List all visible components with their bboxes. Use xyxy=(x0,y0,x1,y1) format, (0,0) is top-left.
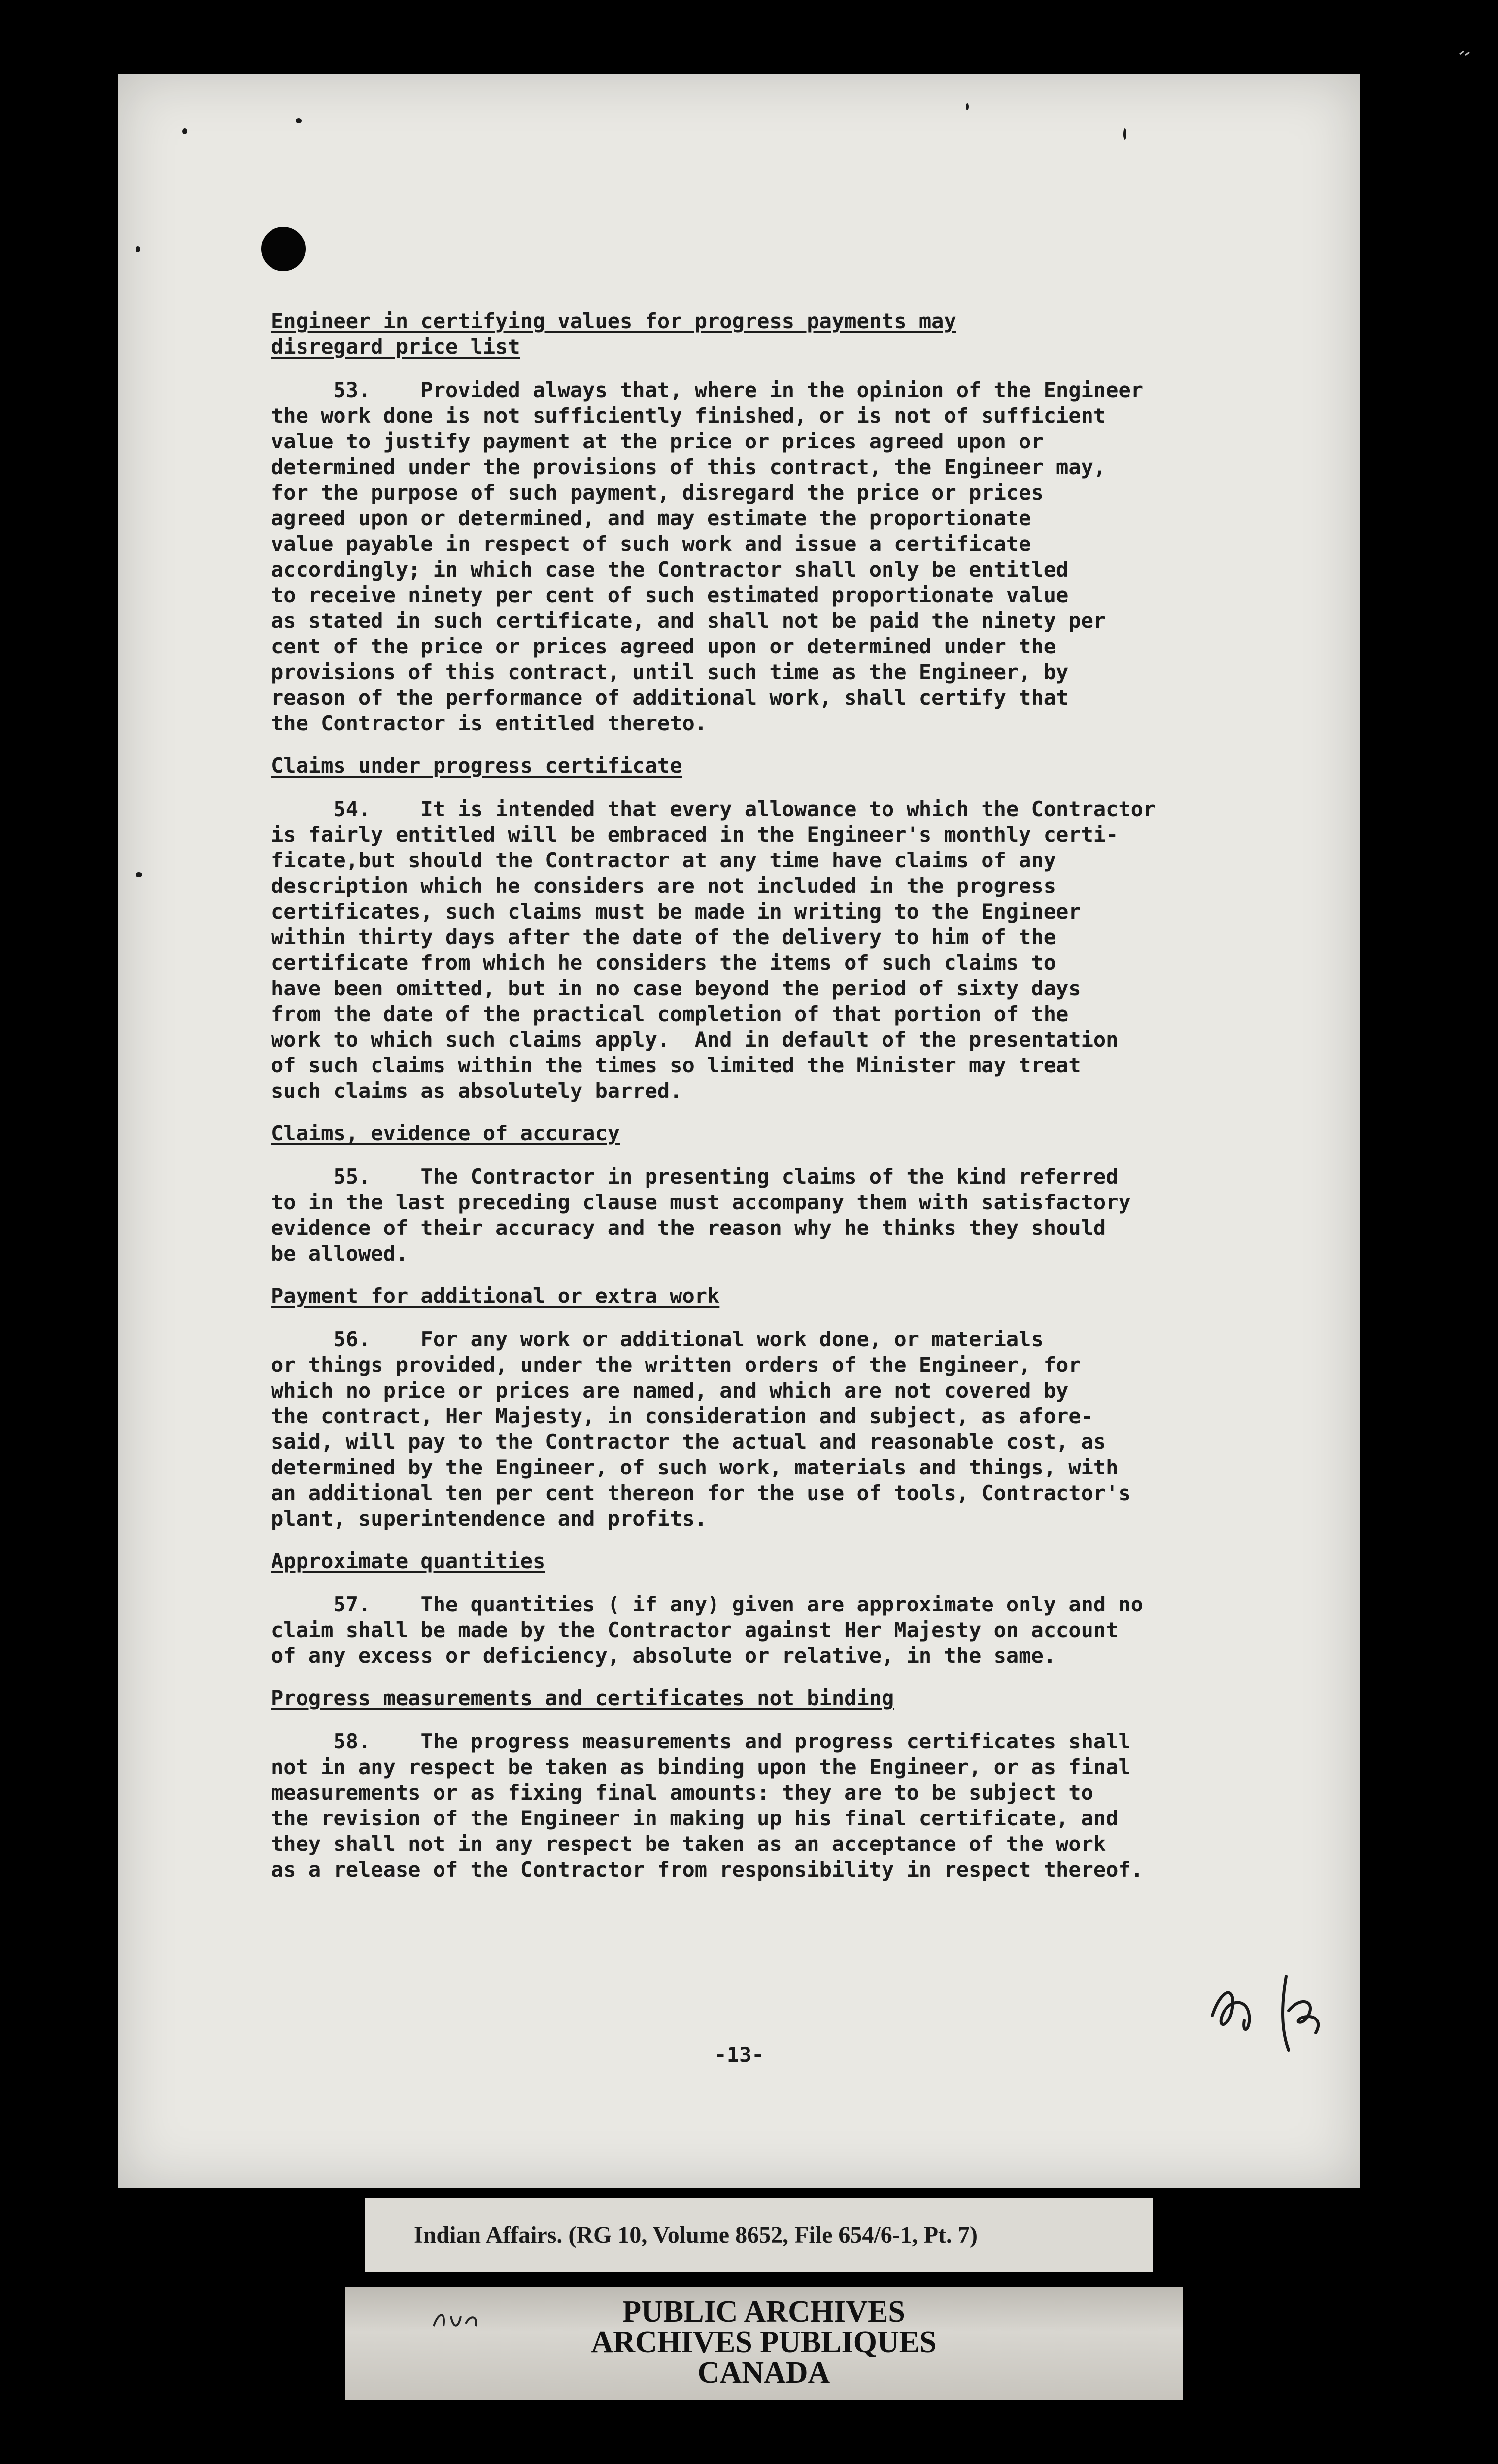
archive-reference-text: Indian Affairs. (RG 10, Volume 8652, File 654/6-1, Pt. 7) xyxy=(414,2222,978,2248)
stamp-line: CANADA xyxy=(697,2356,830,2390)
clause-paragraph: 54. It is intended that every allowance to which the Contractor is fairly entitled will be embraced in the Engineer's monthly certi- ficate,but should the Contractor at any time have claims of any description which he considers are not included in the progress certificates, such claims must be made in writing to the Engineer within thirty days after the date of the delivery to him of the certificate from which he considers the items of such claims to have been omitted, but in no case beyond the period of sixty days from the date of the practical completion of that portion of the work to which such claims apply. And in default of the presentation of such claims within the times so limited the Minister may treat such claims as absolutely barred. xyxy=(271,797,1156,1103)
archive-reference-label xyxy=(365,2198,1153,2272)
heading-line: disregard price list xyxy=(271,335,520,359)
section-55 xyxy=(271,1121,1247,1266)
section-heading xyxy=(271,1121,1247,1146)
page-number: -13- xyxy=(714,2043,764,2067)
dust-speck xyxy=(136,246,140,252)
section-heading xyxy=(271,1283,1247,1309)
clause-paragraph: 57. The quantities ( if any) given are approximate only and no claim shall be made by the Contractor against Her Majesty on account of any excess or deficiency, absolute or relative, in the same. xyxy=(271,1592,1144,1668)
punch-hole xyxy=(261,227,306,271)
archives-stamp xyxy=(345,2287,1183,2400)
section-53 xyxy=(271,308,1247,736)
dust-speck xyxy=(966,103,969,110)
stamp-text xyxy=(345,2296,1183,2388)
heading-line: Approximate quantities xyxy=(271,1549,545,1573)
dust-speck xyxy=(1124,128,1126,140)
corner-mark xyxy=(1459,49,1473,59)
clause-paragraph: 58. The progress measurements and progress certificates shall not in any respect be taken as binding upon the Engineer, or as final measurements or as fixing final amounts: they are to be subject to the revision of the Engineer in making up his final certificate, and they shall not in any respect be taken as an acceptance of the work as a release of the Contractor from responsibility in respect thereof. xyxy=(271,1729,1144,1882)
section-heading xyxy=(271,753,1247,779)
handwritten-initials xyxy=(1202,1956,1340,2055)
stamp-line: PUBLIC ARCHIVES xyxy=(622,2295,905,2328)
dust-speck xyxy=(182,128,187,134)
section-heading xyxy=(271,1685,1247,1711)
section-54 xyxy=(271,753,1247,1104)
heading-line: Progress measurements and certificates not binding xyxy=(271,1686,894,1710)
heading-line: Claims under progress certificate xyxy=(271,753,682,778)
dust-speck xyxy=(136,872,142,877)
clause-paragraph: 56. For any work or additional work done, or materials or things provided, under the written orders of the Engineer, for which no price or prices are named, and which are not covered by the contract, Her Majesty, in consideration and subject, as afore- said, will pay to the Contractor the actual and reasonable cost, as determined by the Engineer, of such work, materials and things, with an additional ten per cent thereon for the use of tools, Contractor's plant, superintendence and profits. xyxy=(271,1327,1131,1531)
heading-line: Payment for additional or extra work xyxy=(271,1284,720,1308)
section-heading xyxy=(271,1548,1247,1574)
document-page xyxy=(118,74,1360,2188)
document-body xyxy=(271,296,1247,1899)
clause-paragraph: 55. The Contractor in presenting claims of the kind referred to in the last preceding clause must accompany them with satisfactory evidence of their accuracy and the reason why he thinks they should be allowed. xyxy=(271,1164,1131,1266)
section-58 xyxy=(271,1685,1247,1882)
section-57 xyxy=(271,1548,1247,1669)
dust-speck xyxy=(296,118,302,123)
section-56 xyxy=(271,1283,1247,1532)
clause-paragraph: 53. Provided always that, where in the opinion of the Engineer the work done is not sufficiently finished, or is not of sufficient value to justify payment at the price or prices agreed upon or determined under the provisions of this contract, the Engineer may, for the purpose of such payment, disregard the price or prices agreed upon or determined, and may estimate the proportionate value payable in respect of such work and issue a certificate accordingly; in which case the Contractor shall only be entitled to receive ninety per cent of such estimated proportionate value as stated in such certificate, and shall not be paid the ninety per cent of the price or prices agreed upon or determined under the provisions of this contract, until such time as the Engineer, by reason of the performance of additional work, shall certify that the Contractor is entitled thereto. xyxy=(271,378,1144,735)
stamp-line: ARCHIVES PUBLIQUES xyxy=(591,2326,937,2359)
section-heading xyxy=(271,308,1247,360)
heading-line: Engineer in certifying values for progress payments may xyxy=(271,309,956,333)
heading-line: Claims, evidence of accuracy xyxy=(271,1121,620,1145)
